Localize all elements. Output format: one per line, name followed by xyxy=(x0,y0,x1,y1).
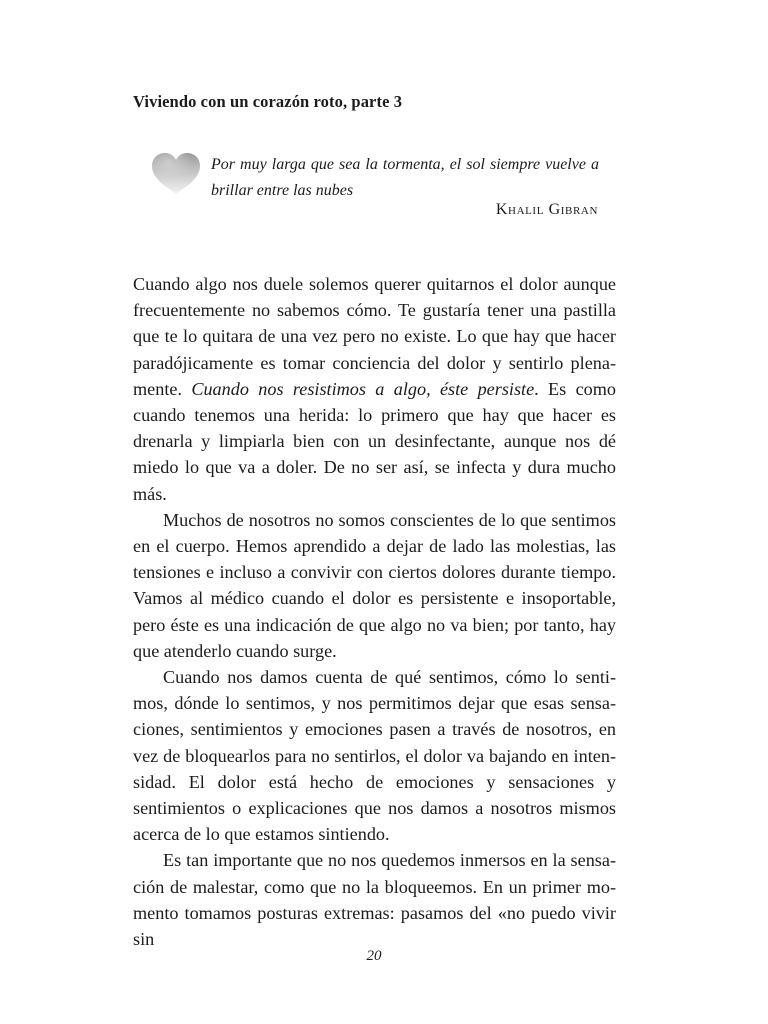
paragraph: Cuando nos damos cuenta de qué sentimos, cómo lo sentimos, dónde lo sentimos, y nos permitimos dejar que esas sensaciones, sentimientos y emociones pasen a través de nosotros, en vez de bloquearlos para no sentirlos, el dolor va bajando en intensidad. El dolor está hecho de emociones y sensaciones y sentimientos o explicaciones que nos damos a nosotros mismos acerca de lo que estamos sintiendo. xyxy=(133,667,616,845)
paragraph: Es tan importante que no nos quedemos inmersos en la sensación de malestar, como que no la bloqueemos. En un primer momento tomamos posturas extremas: pasamos del «no puedo vivir sin xyxy=(133,850,616,950)
body-text xyxy=(133,271,616,952)
paragraph: Muchos de nosotros no somos conscientes de lo que sentimos en el cuerpo. Hemos aprendido a dejar de lado las molestias, las tensiones e incluso a convivir con ciertos dolores durante tiempo. Vamos al médico cuando el dolor es persistente e insoportable, pero éste es una indicación de que algo no va bien; por tanto, hay que atenderlo cuando surge. xyxy=(133,509,616,661)
page-number: 20 xyxy=(366,948,382,964)
paragraph-text: . Es como cuando tenemos una herida: lo primero que hay que hacer es drenarla y limpiarla bien con un desinfectante, aunque nos dé miedo lo que va a doler. De no ser así, se infecta y dura mucho más. xyxy=(133,378,616,504)
epigraph-author: Khalil Gibran xyxy=(495,201,598,218)
paragraph-text: Cuando algo nos duele solemos querer quitarnos el dolor aunque frecuentemente no sabemos cómo. Te gustaría tener una pastilla que te lo quitara de una vez pero no existe. Lo que hay que hacer paradójicamente es tomar conciencia del dolor y sentirlo plenamente. xyxy=(133,274,616,399)
heart-icon xyxy=(151,152,201,196)
emphasis-text: Cuando nos resistimos a algo, éste persiste xyxy=(191,378,535,399)
paragraph xyxy=(133,271,616,507)
page-title: Viviendo con un corazón roto, parte 3 xyxy=(133,92,403,111)
epigraph-quote: Por muy larga que sea la tormenta, el sol siempre vuelve a brillar entre las nubes xyxy=(211,156,599,199)
